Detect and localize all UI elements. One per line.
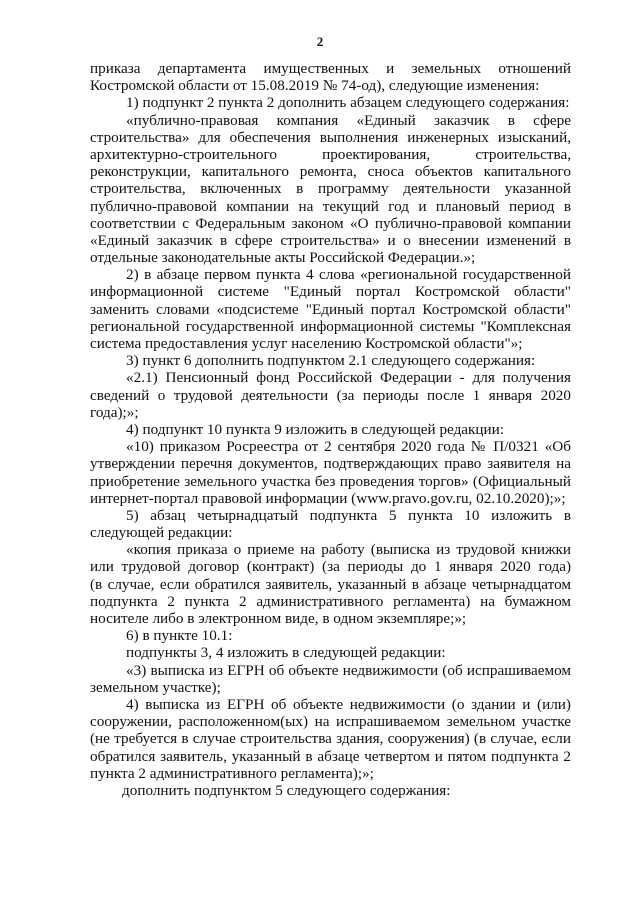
text-line: система предоставления услуг населению Костромской области"»; [90, 335, 523, 352]
text-line: региональной государственной информационной системы "Комплексная [90, 317, 571, 335]
text-line: приказа департамента имущественных и земельных отношений [90, 60, 571, 77]
document-body [90, 60, 571, 799]
text-line: сведений о трудовой деятельности (за периоды после 1 января 2020 [90, 386, 571, 404]
text-line: земельном участке); [90, 678, 221, 696]
text-line: реконструкции, капитального ремонта, сноса объектов капитального [90, 163, 571, 181]
text-line: подпункты 3, 4 изложить в следующей редакции: [126, 644, 446, 662]
text-line: «10) приказом Росреестра от 2 сентября 2020 года № П/0321 «Об [126, 438, 571, 456]
text-line: 2) в абзаце первом пункта 4 слова «региональной государственной [126, 266, 571, 284]
text-line: «2.1) Пенсионный фонд Российской Федерации - для получения [126, 369, 571, 387]
text-line: сооружении, расположенном(ых) на испрашиваемом земельном участке [90, 713, 571, 731]
text-line: информационной системе "Единый портал Костромской области" [90, 283, 571, 301]
text-line: «копия приказа о приеме на работу (выписка из трудовой книжки [126, 541, 571, 559]
text-line: «3) выписка из ЕГРН об объекте недвижимости (об испрашиваемом [126, 661, 571, 679]
text-line: интернет-портал правовой информации (www.pravo.gov.ru, 02.10.2020);»; [90, 489, 566, 507]
text-line: отдельные законодательные акты Российской Федерации.»; [90, 249, 476, 267]
text-line: заменить словами «подсистеме "Единый портал Костромской области" [90, 300, 571, 318]
text-line: 4) подпункт 10 пункта 9 изложить в следующей редакции: [126, 420, 505, 438]
text-line: следующей редакции: [90, 524, 233, 542]
page-number: 2 [316, 34, 324, 49]
text-line: «Единый заказчик в сфере строительства» и о внесении изменений в [90, 231, 571, 249]
text-line: (не требуется в случае строительства здания, сооружения) (в случае, если [90, 730, 571, 748]
text-line: (в случае, если обратился заявитель, указанный в абзаце четырнадцатом [90, 575, 571, 593]
text-line: обратился заявитель, указанный в абзаце четвертом и пятом подпункта 2 [90, 747, 571, 765]
text-line: пункта 2 административного регламента);»; [90, 764, 374, 782]
text-line: архитектурно-строительного проектирования, строительства, [90, 145, 571, 163]
text-line: приобретение земельного участка без проведения торгов» (Официальный [90, 472, 571, 490]
text-line: Костромской области от 15.08.2019 № 74-од), следующие изменения: [90, 77, 540, 95]
text-line: 4) выписка из ЕГРН об объекте недвижимости (о здании и (или) [126, 695, 571, 713]
text-line: «публично-правовая компания «Единый заказчик в сфере [126, 111, 571, 129]
text-line: публично-правовой компании на текущий год и плановый период в [90, 197, 571, 215]
text-line: строительства» для обеспечения выполнения инженерных изысканий, [90, 128, 571, 146]
text-line: 5) абзац четырнадцатый подпункта 5 пункта 10 изложить в [126, 506, 571, 524]
text-line: соответствии с Федеральным законом «О публично-правовой компании [90, 214, 571, 232]
text-line: подпункта 2 пункта 2 административного регламента) на бумажном [90, 592, 571, 610]
text-line: носителе либо в электронном виде, в одном экземпляре;»; [90, 610, 467, 627]
text-line: дополнить подпунктом 5 следующего содержания: [122, 781, 451, 799]
text-line: или трудовой договор (контракт) (за периоды до 1 января 2020 года) [90, 558, 571, 576]
text-line: строительства, включенных в программу деятельности указанной [90, 180, 571, 198]
text-line: 6) в пункте 10.1: [126, 627, 233, 645]
text-line: 1) подпункт 2 пункта 2 дополнить абзацем следующего содержания: [126, 94, 570, 112]
text-line: года);»; [90, 403, 139, 421]
text-line: утверждении перечня документов, подтверждающих право заявителя на [90, 455, 571, 473]
text-line: 3) пункт 6 дополнить подпунктом 2.1 следующего содержания: [126, 352, 536, 370]
